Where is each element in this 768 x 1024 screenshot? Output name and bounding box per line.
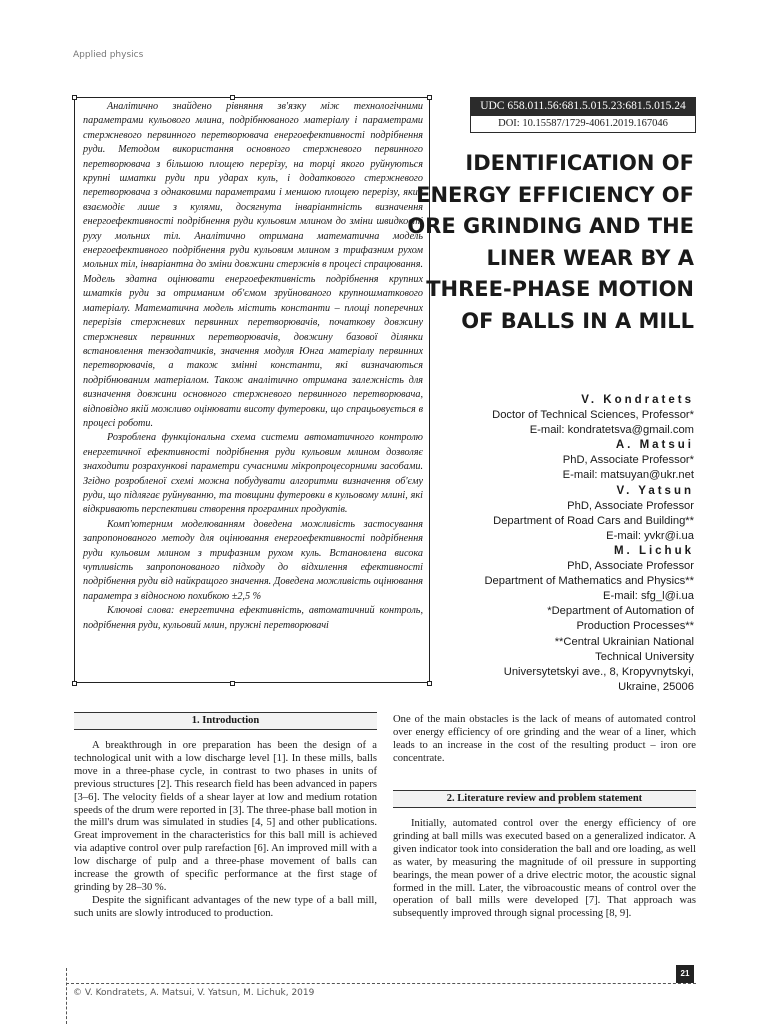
author-degree: Doctor of Technical Sciences, Professor* xyxy=(492,409,694,422)
author-degree: PhD, Associate Professor xyxy=(567,560,694,573)
affiliation-line: Ukraine, 25006 xyxy=(618,680,694,693)
affiliation-line: Technical University xyxy=(595,650,694,663)
doi-link[interactable]: DOI: 10.15587/1729-4061.2019.167046 xyxy=(470,115,696,133)
footer-divider xyxy=(66,983,696,984)
udc-code: UDC 658.011.56:681.5.015.23:681.5.015.24 xyxy=(470,97,696,115)
abstract-paragraph-2: Розроблена функціональна схема системи автоматичного контролю енергетичної ефективності подрібнення руди кульовим млином дозволяє знаходити розрахункові параметри сучасними мікропроцесорними засобами. Згідно розробленої схемі можна побудувати алгоритми визначення об'єму руди, що підлягає руйнуванню, та товщини футеровки в кульовому млині, які відкривають перспективи створення програмних продуктів. xyxy=(83,432,423,516)
abstract-keywords: Ключові слова: енергетична ефективність, автоматичний контроль, подрібнення руди, кульовий млин, пружні перетворювачі xyxy=(83,605,423,631)
journal-section-label: Applied physics xyxy=(73,50,144,60)
right-column-text xyxy=(393,714,696,766)
author-email[interactable]: E-mail: yvkr@i.ua xyxy=(606,529,694,542)
affiliation-line: *Department of Automation of xyxy=(547,605,694,618)
author-department: Department of Road Cars and Building** xyxy=(493,514,694,527)
author-name: M. Lichuk xyxy=(613,544,694,557)
affiliation-line: **Central Ukrainian National xyxy=(554,635,694,648)
author-degree: PhD, Associate Professor* xyxy=(562,454,694,467)
copyright-notice: © V. Kondratets, A. Matsui, V. Yatsun, M. Lichuk, 2019 xyxy=(73,988,315,998)
abstract-box-handle xyxy=(72,681,77,686)
section-heading-literature-review: 2. Literature review and problem statement xyxy=(393,790,696,808)
affiliation-line: Production Processes** xyxy=(576,620,694,633)
abstract-paragraph-1: Аналітично знайдено рівняння зв'язку між технологічними параметрами кульового млина, подрібнюваного матеріалу і параметрами стержневого первинного перетворювача енергоефективності подрібнення руди. Методом використання основного стержневого первинного перетворювача з більшою площею перерізу, на торці якого руйнуються крупні шматки руди при ударах куль, і додаткового стержневого перетворювача з однаковими параметрами і меншою площею перерізу, який взаємодіє лише з кулями, досягнута інваріантність визначення енергоефективності подрібнення руди кульовим млином до зміни швидкості руху мольних тіл. Аналітично отримана математична модель енергоефективного подрібнення руди кульовим млином з трифазним рухом мольних тіл, інваріантна до зміни довжини стержнів в процесі спрацювання. Модель здатна оцінювати енергоефективність подрібнення крупних шматків руди за отриманим об'ємом зруйнованого крупношматкового матеріалу. Математична модель містить константи – площі поперечних перерізів стержневих первинних перетворювачів, початкову довжину стержневих первинних перетворювачів, довжину базової ділянки встановлення тензодатчиків, значення модуля Юнга матеріалу первинних перетворювачів, а також змінні константи, які визначаються подрібнюваним матеріалом. Також аналітично отримана залежність для визначення довжини основного стержневого первинного перетворювача, відповідно якій можливо оцінювати висоту футеровки, що спрацьовується в процесі роботи. xyxy=(83,101,423,429)
abstract-paragraph-3: Комп'ютерним моделюванням доведена можливість застосування запропонованого методу для оцінювання енергоефективності подрібнення руди кульовим млином з трифазним рухом куль. Встановлена висока чутливість запропонованого підходу до відхилення ефективності подрібнення руди від найкращого значення. Доведена можливість оцінювання параметра з відносною похибкою ±2,5 % xyxy=(83,518,423,602)
article-title: IDENTIFICATION OF ENERGY EFFICIENCY OF ORE GRINDING AND THE LINER WEAR BY A THREE-PHASE MOTION OF BALLS IN A MILL xyxy=(407,151,694,333)
affiliation-line: Universytetskyi ave., 8, Kropyvnytskyi, xyxy=(503,665,694,678)
section-heading-introduction: 1. Introduction xyxy=(74,712,377,730)
abstract-box-handle xyxy=(230,681,235,686)
author-degree: PhD, Associate Professor xyxy=(567,499,694,512)
abstract-box-handle xyxy=(72,95,77,100)
author-name: V. Yatsun xyxy=(616,484,694,497)
page-number: 21 xyxy=(676,965,694,983)
footer-divider-vertical xyxy=(66,968,67,1024)
author-email[interactable]: E-mail: sfg_l@i.ua xyxy=(603,590,694,603)
author-email[interactable]: E-mail: kondratetsva@gmail.com xyxy=(529,424,694,437)
literature-review-text xyxy=(393,818,696,921)
body-paragraph: One of the main obstacles is the lack of means of automated control over energy efficiency of ore grinding and the wear of a liner, which leads to an increase in the cost of the resulting product – iron ore concentrate. xyxy=(393,714,696,764)
introduction-text xyxy=(74,740,377,921)
body-paragraph: Despite the significant advantages of the new type of a ball mill, such units are slowly introduced to production. xyxy=(74,894,377,919)
author-block xyxy=(374,393,694,695)
body-paragraph: Initially, automated control over the energy efficiency of ore grinding at ball mills was executed based on a generalized indicator. A given indicator took into consideration the ball and ore loading, as well as water, by measuring the magnitude of oil pressure in supporting bearings, the mean power of a drive electric motor, the acoustic signal formed in the mill. Later, the vibroacoustic means of control over the operation of ball mills were developed [7]. That approach was subsequently improved through signal processing [8, 9]. xyxy=(393,818,696,920)
body-paragraph: A breakthrough in ore preparation has been the design of a technological unit with a low discharge level [1]. In these mills, balls move in a three-phase cycle, in contrast to two phases in units of previous structures [2]. This research field has been advanced in papers [3–6]. The velocity fields of a shear layer at low and medium rotation speeds of the drum were reported in [3]. The three-phase ball motion in the mill's drum was simulated in studies [4, 5] and other publications. Great improvement in the characteristics for this ball mill is achieved via adaptive control over pulp rarefaction [6]. An improved mill with a low discharge of pulp and a three-phase movement of balls can increase the growth of specific performance at the first stage of grinding by 28–30 %. xyxy=(74,740,377,893)
abstract-box-handle xyxy=(230,95,235,100)
author-name: V. Kondratets xyxy=(581,394,694,406)
author-name: A. Matsui xyxy=(615,439,694,452)
abstract-box-handle xyxy=(427,95,432,100)
author-email[interactable]: E-mail: matsuyan@ukr.net xyxy=(562,469,694,482)
author-department: Department of Mathematics and Physics** xyxy=(484,575,694,588)
